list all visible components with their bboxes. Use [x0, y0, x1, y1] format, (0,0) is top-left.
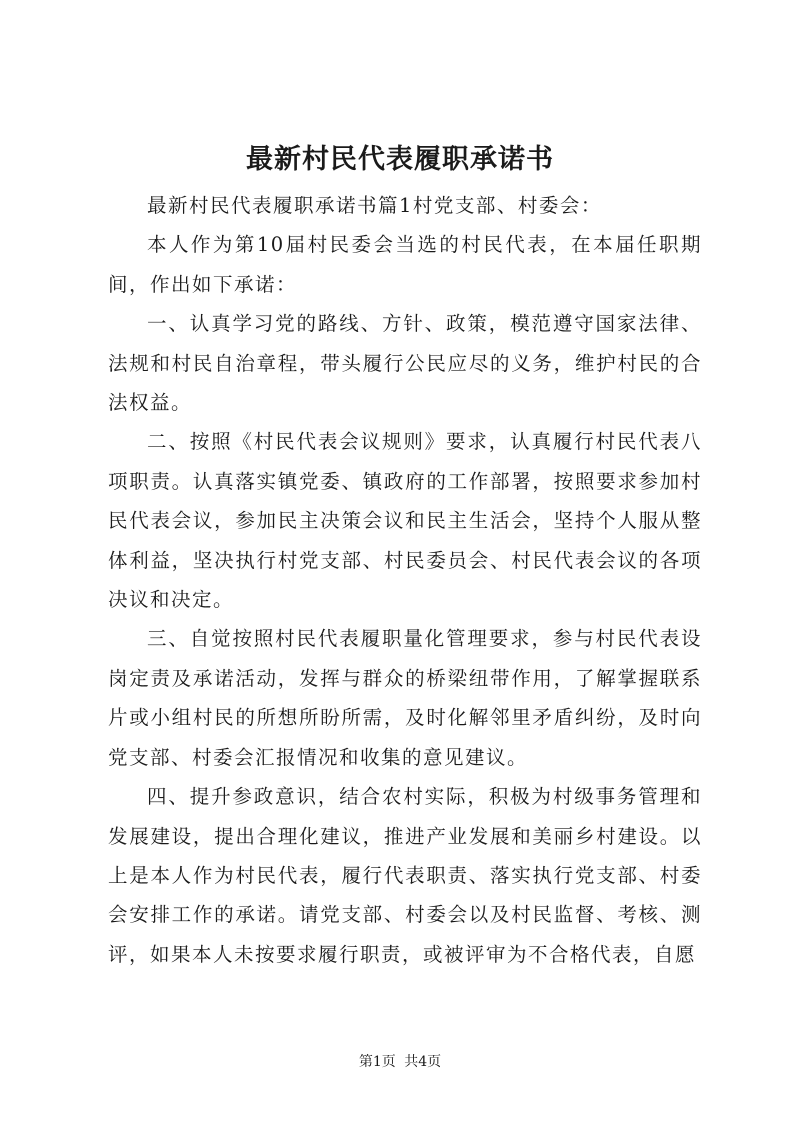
page-total: 共4页 [404, 1054, 442, 1070]
paragraph-statement: 本人作为第10届村民委会当选的村民代表，在本届任职期间，作出如下承诺： [108, 233, 702, 296]
paragraph-intro: 最新村民代表履职承诺书篇1村党支部、村委会： [147, 194, 602, 217]
document-title: 最新村民代表履职承诺书 [246, 144, 554, 175]
page-number: 第1页 [358, 1054, 396, 1070]
paragraph-item-4: 四、提升参政意识，结合农村实际，积极为村级事务管理和发展建设，提出合理化建议，推进产业发展和美丽乡村建设。以上是本人作为村民代表，履行代表职责、落实执行党支部、村委会安排工作的承诺。请党支部、村委会以及村民监督、考核、测评，如果本人未按要求履行职责，或被评审为不合格代表，自愿 [108, 785, 702, 966]
paragraph-item-3: 三、自觉按照村民代表履职量化管理要求，参与村民代表设岗定责及承诺活动，发挥与群众的桥梁纽带作用，了解掌握联系片或小组村民的所想所盼所需，及时化解邻里矛盾纠纷，及时向党支部、村委会汇报情况和收集的意见建议。 [108, 627, 702, 769]
page-footer [0, 1052, 800, 1072]
paragraph-item-2: 二、按照《村民代表会议规则》要求，认真履行村民代表八项职责。认真落实镇党委、镇政府的工作部署，按照要求参加村民代表会议，参加民主决策会议和民主生活会，坚持个人服从整体利益，坚决执行村党支部、村民委员会、村民代表会议的各项决议和决定。 [108, 430, 702, 612]
document-body [108, 186, 702, 974]
paragraph-item-1: 一、认真学习党的路线、方针、政策，模范遵守国家法律、法规和村民自治章程，带头履行公民应尽的义务，维护村民的合法权益。 [108, 312, 702, 415]
